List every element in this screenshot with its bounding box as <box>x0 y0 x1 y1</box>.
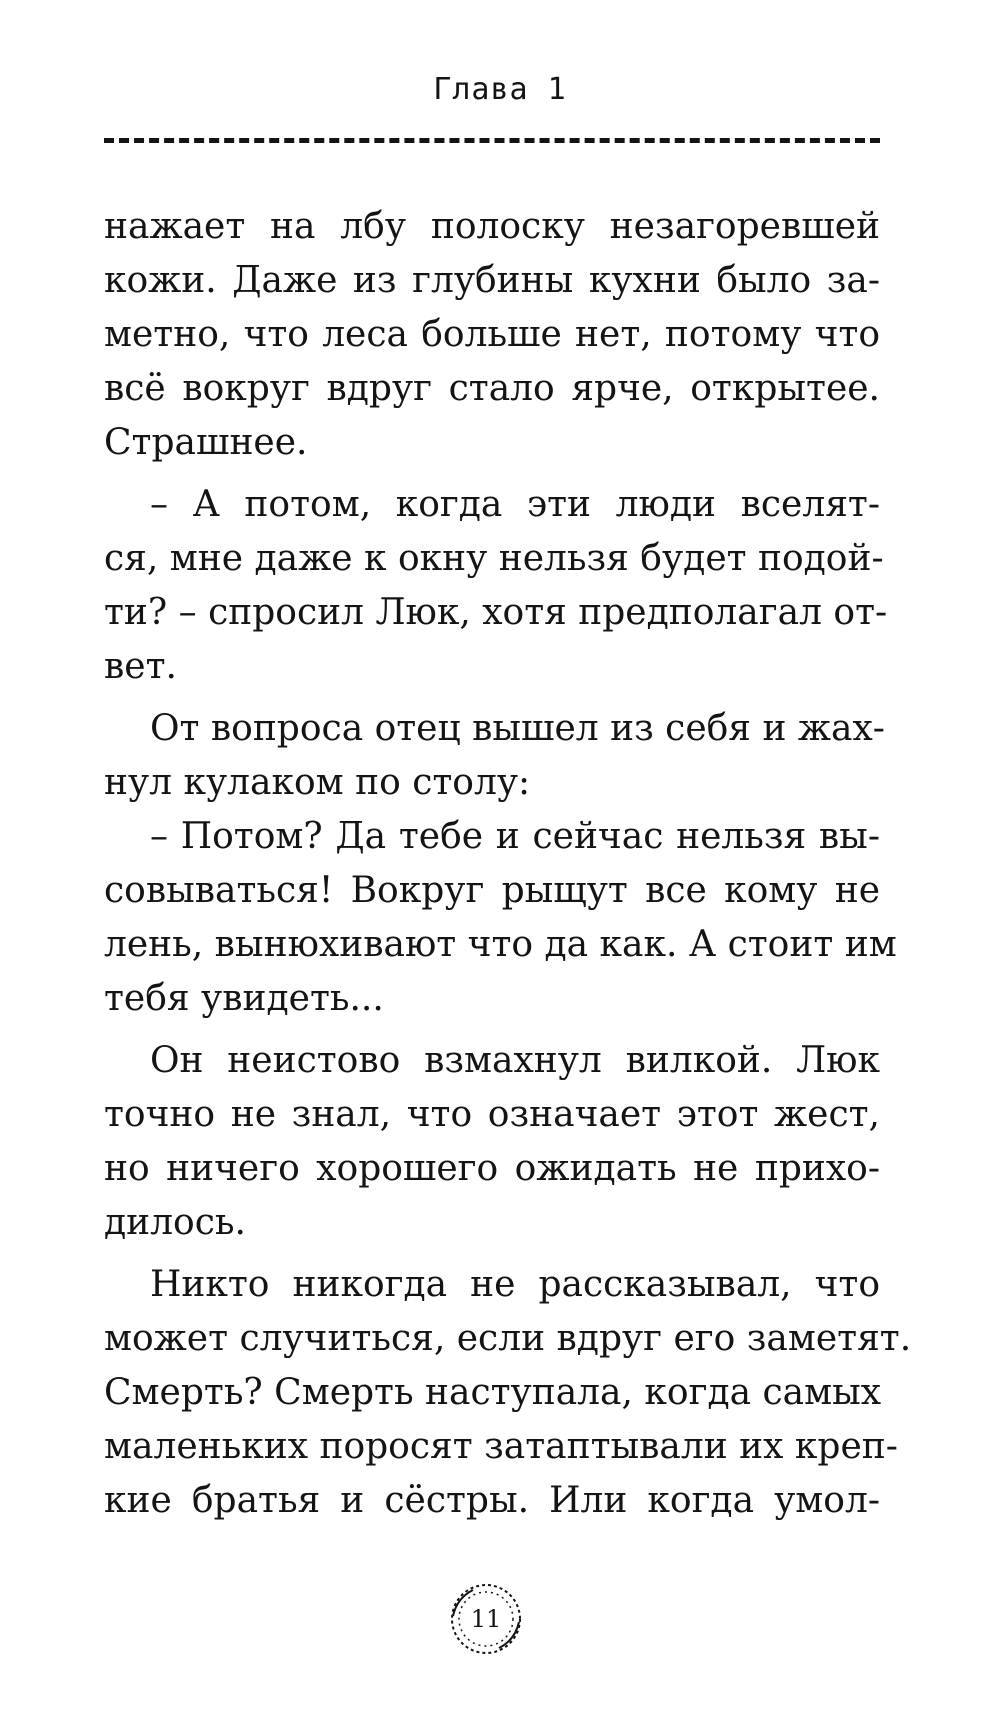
text-line: Он неистово взмахнул вилкой. Люк <box>150 1040 880 1081</box>
text-line: От вопроса отец вышел из себя и жах- <box>150 708 885 749</box>
text-line: Смерть? Смерть наступала, когда самых <box>104 1372 882 1413</box>
text-line: лень, вынюхивают что да как. А стоит им <box>104 924 897 965</box>
text-line: дилось. <box>104 1202 246 1243</box>
text-line: маленьких поросят затаптывали их креп- <box>104 1426 898 1467</box>
text-line: нул кулаком по столу: <box>104 762 531 803</box>
text-line: точно не знал, что означает этот жест, <box>104 1094 880 1135</box>
paragraph <box>104 478 888 694</box>
text-line: – А потом, когда эти люди вселят- <box>150 484 880 525</box>
paragraph <box>104 702 885 810</box>
text-line: совываться! Вокруг рыщут все кому не <box>104 870 880 911</box>
text-line: нажает на лбу полоску незагоревшей <box>104 206 880 247</box>
text-line: кие братья и сёстры. Или когда умол- <box>104 1480 880 1521</box>
text-line: вет. <box>104 646 177 687</box>
text-line: Страшнее. <box>104 422 308 463</box>
text-line: ся, мне даже к окну нельзя будет подой- <box>104 538 884 579</box>
page-body <box>104 200 912 1528</box>
text-line: – Потом? Да тебе и сейчас нельзя вы- <box>150 816 880 857</box>
text-line: но ничего хорошего ожидать не прихо- <box>104 1148 880 1189</box>
page-number: 11 <box>470 1605 502 1633</box>
text-line: может случиться, если вдруг его заметят. <box>104 1318 912 1359</box>
text-line: тебя увидеть... <box>104 978 384 1019</box>
paragraph <box>104 200 880 470</box>
paragraph <box>104 1034 880 1250</box>
page-number-badge <box>443 1576 529 1662</box>
text-line: ти? – спросил Люк, хотя предполагал от- <box>104 592 888 633</box>
paragraph <box>104 1258 912 1528</box>
text-line: Никто никогда не рассказывал, что <box>150 1264 880 1305</box>
header-divider <box>104 138 880 143</box>
text-line: кожи. Даже из глубины кухни было за- <box>104 260 880 301</box>
chapter-header: Глава 1 <box>433 72 567 107</box>
text-line: метно, что леса больше нет, потому что <box>104 314 880 355</box>
text-line: всё вокруг вдруг стало ярче, открытее. <box>104 368 880 409</box>
paragraph <box>104 810 897 1026</box>
